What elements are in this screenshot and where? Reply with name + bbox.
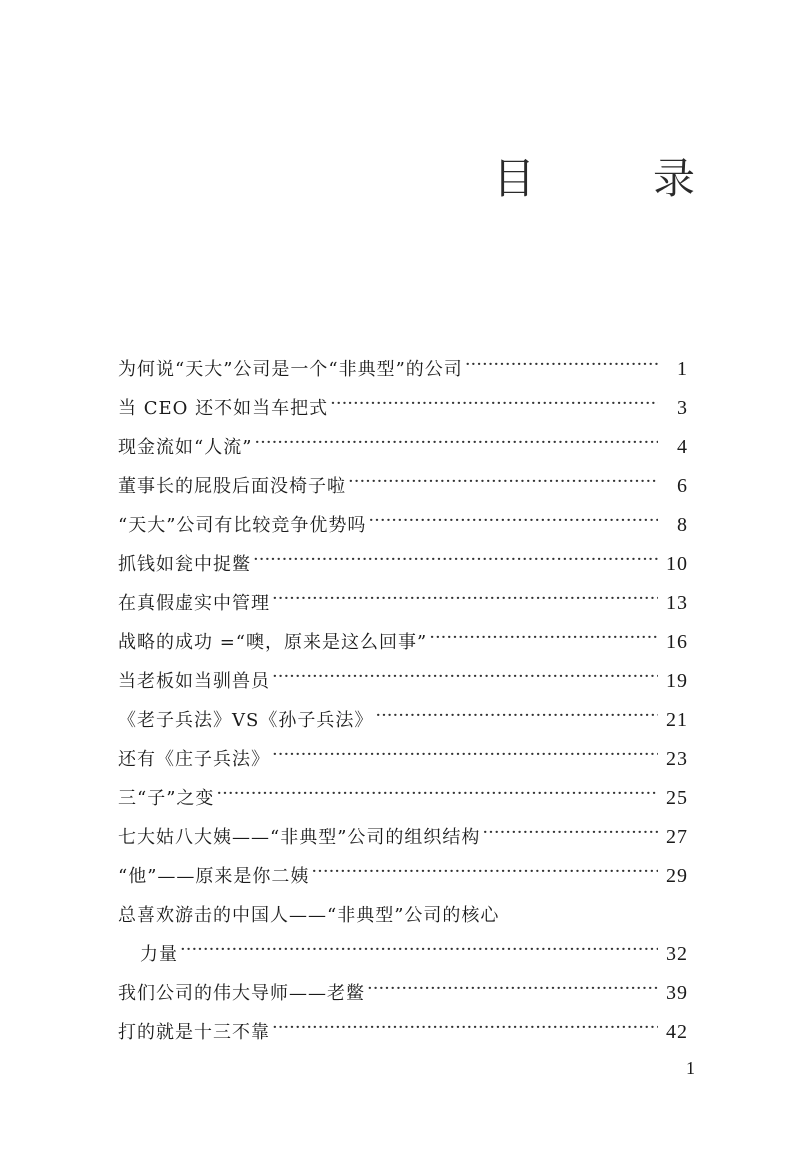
toc-entry-page: 23 bbox=[666, 748, 688, 770]
toc-entry[interactable] bbox=[118, 732, 688, 771]
toc-entry[interactable] bbox=[118, 888, 688, 927]
toc-entry-page: 27 bbox=[666, 826, 688, 848]
toc-entry[interactable] bbox=[118, 537, 688, 576]
dot-leader bbox=[367, 966, 658, 1005]
toc-entry-title: 现金流如“人流” bbox=[118, 437, 253, 458]
toc-entry-continuation[interactable] bbox=[118, 927, 688, 966]
dot-leader bbox=[465, 342, 658, 381]
dot-leader bbox=[180, 927, 658, 966]
toc-entry-title: 打的就是十三不靠 bbox=[118, 1022, 270, 1043]
toc-entry[interactable] bbox=[118, 966, 688, 1005]
toc-entry-title: “天大”公司有比较竞争优势吗 bbox=[118, 515, 367, 536]
dot-leader bbox=[375, 693, 658, 732]
toc-entry-page: 1 bbox=[677, 358, 688, 380]
dot-leader bbox=[272, 654, 658, 693]
toc-entry-page: 25 bbox=[666, 787, 688, 809]
toc-entry-title: 董事长的屁股后面没椅子啦 bbox=[118, 476, 346, 497]
dot-leader bbox=[429, 615, 658, 654]
toc-entry[interactable] bbox=[118, 810, 688, 849]
dot-leader bbox=[272, 1005, 658, 1044]
toc-entry-page: 10 bbox=[666, 553, 688, 575]
toc-entry-title: 力量 bbox=[140, 944, 178, 965]
toc-entry-title: “他”——原来是你二姨 bbox=[118, 866, 310, 887]
toc-entry[interactable] bbox=[118, 342, 688, 381]
toc-entry-title: 在真假虚实中管理 bbox=[118, 593, 270, 614]
toc-entry-title: 我们公司的伟大导师——老鳖 bbox=[118, 983, 365, 1004]
dot-leader bbox=[311, 849, 658, 888]
toc-entry-page: 39 bbox=[666, 982, 688, 1004]
dot-leader bbox=[368, 498, 658, 537]
table-of-contents bbox=[118, 342, 688, 1044]
toc-entry-page: 29 bbox=[666, 865, 688, 887]
toc-entry-title: 当老板如当驯兽员 bbox=[118, 671, 270, 692]
toc-entry[interactable] bbox=[118, 498, 688, 537]
dot-leader bbox=[348, 459, 658, 498]
toc-entry[interactable] bbox=[118, 693, 688, 732]
toc-entry[interactable] bbox=[118, 1005, 688, 1044]
toc-entry-title: 战略的成功 =“噢，原来是这么回事” bbox=[118, 632, 428, 653]
dot-leader bbox=[330, 381, 658, 420]
toc-entry-title: 《老子兵法》VS《孙子兵法》 bbox=[118, 710, 374, 731]
toc-entry-page: 3 bbox=[677, 397, 688, 419]
toc-entry[interactable] bbox=[118, 771, 688, 810]
dot-leader bbox=[216, 771, 658, 810]
dot-leader bbox=[272, 576, 658, 615]
toc-entry-page: 16 bbox=[666, 631, 688, 653]
toc-entry-page: 21 bbox=[666, 709, 688, 731]
dot-leader bbox=[253, 537, 658, 576]
toc-entry-page: 8 bbox=[677, 514, 688, 536]
toc-entry-page: 4 bbox=[677, 436, 688, 458]
toc-entry-title: 还有《庄子兵法》 bbox=[118, 749, 270, 770]
toc-entry[interactable] bbox=[118, 381, 688, 420]
toc-entry-page: 42 bbox=[666, 1021, 688, 1043]
dot-leader bbox=[482, 810, 658, 849]
toc-entry-title: 抓钱如瓮中捉鳖 bbox=[118, 554, 251, 575]
toc-entry-title: 七大姑八大姨——“非典型”公司的组织结构 bbox=[118, 827, 481, 848]
toc-entry-page: 6 bbox=[677, 475, 688, 497]
toc-entry-page: 32 bbox=[666, 943, 688, 965]
page-number: 1 bbox=[686, 1058, 695, 1078]
toc-entry-title: 总喜欢游击的中国人——“非典型”公司的核心 bbox=[118, 905, 500, 926]
page-title: 目 录 bbox=[492, 154, 733, 203]
toc-entry-page: 19 bbox=[666, 670, 688, 692]
toc-entry[interactable] bbox=[118, 420, 688, 459]
toc-entry[interactable] bbox=[118, 576, 688, 615]
toc-entry[interactable] bbox=[118, 654, 688, 693]
toc-entry[interactable] bbox=[118, 459, 688, 498]
toc-entry[interactable] bbox=[118, 615, 688, 654]
toc-entry-title: 当 CEO 还不如当车把式 bbox=[118, 398, 329, 419]
toc-entry-page: 13 bbox=[666, 592, 688, 614]
dot-leader bbox=[272, 732, 658, 771]
toc-entry-title: 为何说“天大”公司是一个“非典型”的公司 bbox=[118, 359, 463, 380]
toc-entry-title: 三“子”之变 bbox=[118, 788, 215, 809]
dot-leader bbox=[254, 420, 658, 459]
toc-entry[interactable] bbox=[118, 849, 688, 888]
